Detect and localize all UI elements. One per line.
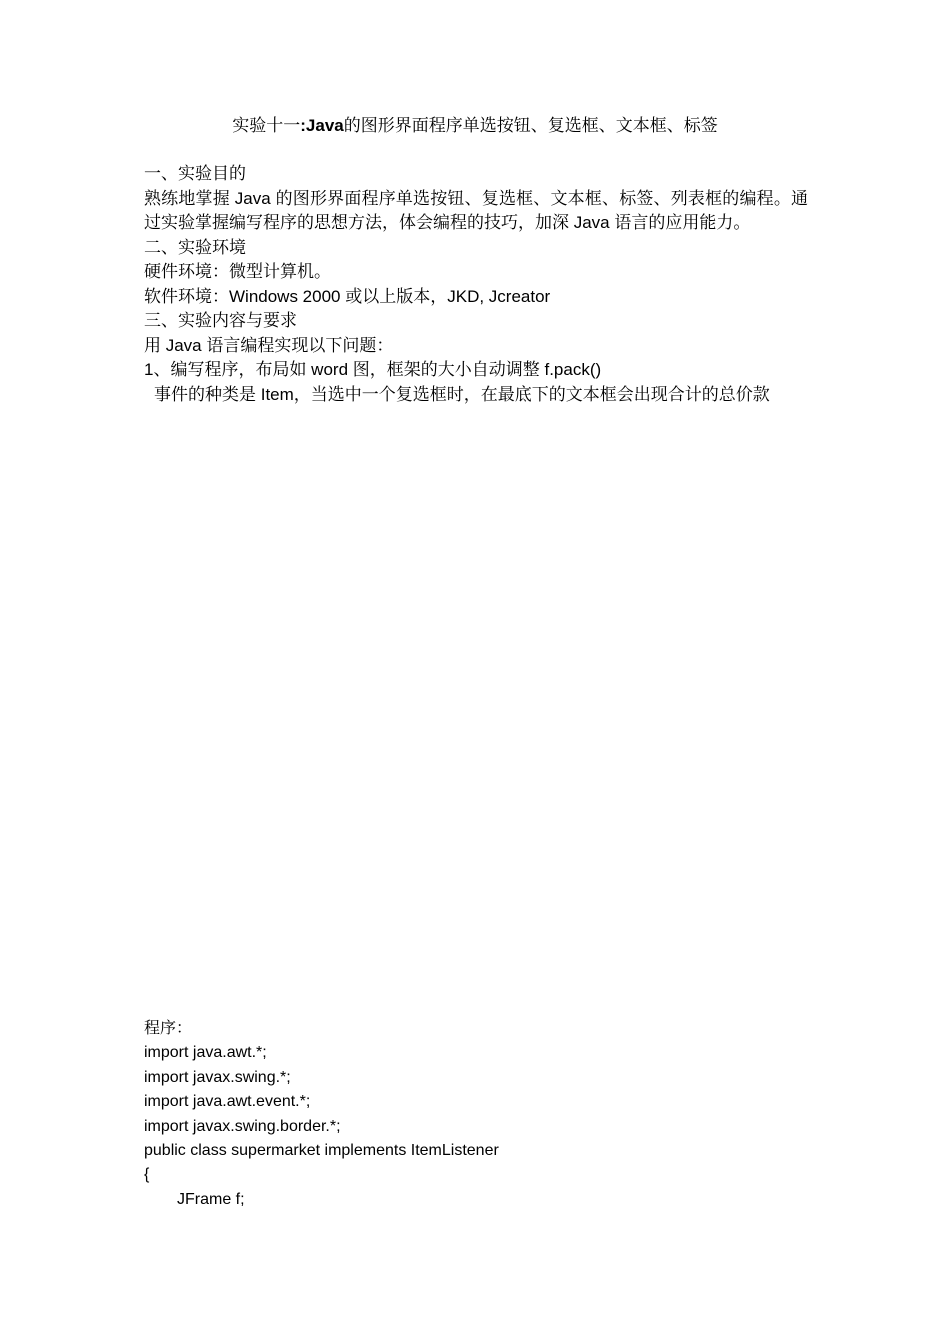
- document-body: [144, 162, 808, 407]
- program-listing: [144, 1017, 808, 1212]
- code-line: JFrame f;: [177, 1190, 245, 1208]
- code-line: public class supermarket implements ItemListener: [144, 1142, 499, 1160]
- task-item-1-description: 事件的种类是 Item，当选中一个复选框时，在最底下的文本框会出现合计的总价款: [154, 384, 770, 404]
- purpose-paragraph: 熟练地掌握 Java 的图形界面程序单选按钮、复选框、文本框、标签、列表框的编程。通过实验掌握编写程序的思想方法，体会编程的技巧，加深 Java 语言的应用能力。: [144, 188, 808, 232]
- content-intro: 用 Java 语言编程实现以下问题：: [144, 335, 394, 355]
- title-prefix: 实验十一: [232, 116, 301, 135]
- software-environment: 软件环境：Windows 2000 或以上版本，JKD, Jcreator: [144, 286, 551, 306]
- title-bold: :Java: [300, 116, 344, 135]
- code-line: import java.awt.event.*;: [144, 1093, 311, 1111]
- code-line: import java.awt.*;: [144, 1044, 267, 1062]
- section-heading-content: 三、实验内容与要求: [144, 311, 297, 330]
- section-heading-environment: 二、实验环境: [144, 237, 246, 257]
- code-line: {: [144, 1166, 150, 1184]
- section-heading-purpose: 一、实验目的: [144, 164, 246, 183]
- title-suffix: 的图形界面程序单选按钮、复选框、文本框、标签: [343, 116, 718, 135]
- task-item-1: 1、编写程序，布局如 word 图，框架的大小自动调整 f.pack(): [144, 360, 602, 379]
- program-label: 程序：: [144, 1020, 193, 1037]
- code-line: import javax.swing.*;: [144, 1068, 291, 1086]
- code-line: import javax.swing.border.*;: [144, 1117, 341, 1135]
- document-title: [0, 114, 950, 138]
- hardware-environment: 硬件环境：微型计算机。: [144, 262, 331, 281]
